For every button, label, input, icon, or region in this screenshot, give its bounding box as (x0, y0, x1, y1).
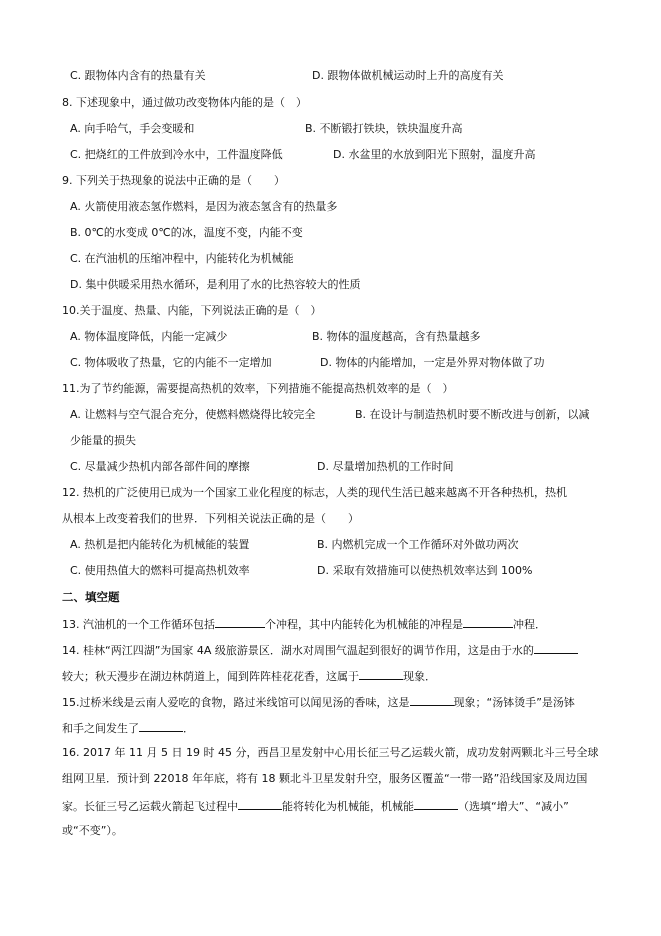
q13-blank-2[interactable] (463, 616, 513, 628)
q10-option-b: B. 物体的温度越高，含有热量越多 (312, 330, 481, 343)
q13-text-3: 冲程． (513, 618, 546, 631)
q10-option-d: D. 物体的内能增加，一定是外界对物体做了功 (320, 356, 545, 369)
q7-option-c: C. 跟物体内含有的热量有关 (70, 69, 206, 82)
q13-text-2: 个冲程，其中内能转化为机械能的冲程是 (265, 618, 463, 631)
q14-blank-2[interactable] (359, 668, 403, 680)
q12-stem-line1: 12. 热机的广泛使用已成为一个国家工业化程度的标志，人类的现代生活已越来越离不开各种热机，热机 (62, 486, 567, 499)
q16-text-1: 家。长征三号乙运载火箭起飞过程中 (62, 800, 238, 813)
q12-option-a: A. 热机是把内能转化为机械能的装置 (70, 538, 250, 551)
q16-text-3: （选填“增大”、“减小” (458, 800, 569, 813)
q9-option-d: D. 集中供暖采用热水循环，是利用了水的比热容较大的性质 (70, 278, 361, 291)
q12-stem-line2: 从根本上改变着我们的世界．下列相关说法正确的是（ ） (62, 512, 359, 525)
q14-blank-1[interactable] (534, 642, 578, 654)
q15-text-2: 现象；“汤钵烫手”是汤钵 (453, 696, 575, 709)
q16-blank-1[interactable] (238, 798, 282, 810)
q10-option-a: A. 物体温度降低，内能一定减少 (70, 330, 228, 343)
q13-blank-1[interactable] (215, 616, 265, 628)
q9-option-c: C. 在汽油机的压缩冲程中，内能转化为机械能 (70, 252, 294, 265)
q14-line1 (62, 642, 578, 658)
q15-text-4: ． (183, 722, 194, 735)
q11-option-b: B. 在设计与制造热机时要不断改进与创新，以减 (355, 408, 590, 421)
q16-blank-2[interactable] (414, 798, 458, 810)
q8-option-c: C. 把烧红的工件放到冷水中，工件温度降低 (70, 148, 283, 161)
q16-line4: 或“不变”）。 (62, 824, 123, 837)
q15-line1 (62, 694, 575, 710)
q13-line (62, 616, 546, 632)
q11-option-b-continued: 少能量的损失 (70, 434, 136, 447)
q9-stem: 9. 下列关于热现象的说法中正确的是（ ） (62, 174, 285, 187)
q10-stem: 10.关于温度、热量、内能，下列说法正确的是（ ） (62, 304, 322, 317)
q16-line2: 组网卫星．预计到 22018 年年底，将有 18 颗北斗卫星发射升空，服务区覆盖“一带一路”沿线国家及周边国 (62, 772, 588, 785)
q16-line1: 16. 2017 年 11 月 5 日 19 时 45 分，西昌卫星发射中心用长征三号乙运载火箭，成功发射两颗北斗三号全球 (62, 746, 599, 759)
q15-text-3: 和手之间发生了 (62, 722, 139, 735)
q11-stem: 11.为了节约能源，需要提高热机的效率，下列措施不能提高热机效率的是（ ） (62, 382, 454, 395)
q16-text-2: 能将转化为机械能，机械能 (282, 800, 414, 813)
q9-option-a: A. 火箭使用液态氢作燃料，是因为液态氢含有的热量多 (70, 200, 338, 213)
q8-option-b: B. 不断锻打铁块，铁块温度升高 (305, 122, 463, 135)
q13-text-1: 13. 汽油机的一个工作循环包括 (62, 618, 215, 631)
q15-blank-1[interactable] (410, 694, 454, 706)
q8-option-a: A. 向手哈气，手会变暖和 (70, 122, 195, 135)
section-title-fill-in: 二、填空题 (62, 590, 120, 604)
q12-option-d: D. 采取有效措施可以使热机效率达到 100% (317, 564, 533, 577)
q7-option-d: D. 跟物体做机械运动时上升的高度有关 (312, 69, 504, 82)
q8-option-d: D. 水盆里的水放到阳光下照射，温度升高 (333, 148, 536, 161)
q14-line2 (62, 668, 436, 684)
q12-option-b: B. 内燃机完成一个工作循环对外做功两次 (317, 538, 519, 551)
q11-option-c: C. 尽量减少热机内部各部件间的摩擦 (70, 460, 250, 473)
q15-line2 (62, 720, 194, 736)
q11-option-a: A. 让燃料与空气混合充分，使燃料燃烧得比较完全 (70, 408, 316, 421)
q14-text-3: 现象． (403, 670, 436, 683)
q15-text-1: 15.过桥米线是云南人爱吃的食物，路过米线馆可以闻见汤的香味，这是 (62, 696, 410, 709)
q8-stem: 8. 下述现象中，通过做功改变物体内能的是（ ） (62, 96, 307, 109)
q15-blank-2[interactable] (139, 720, 183, 732)
q14-text-1: 14. 桂林“两江四湖”为国家 4A 级旅游景区．湖水对周围气温起到很好的调节作用，这是由于水的 (62, 644, 534, 657)
q10-option-c: C. 物体吸收了热量，它的内能不一定增加 (70, 356, 272, 369)
q12-option-c: C. 使用热值大的燃料可提高热机效率 (70, 564, 250, 577)
q9-option-b: B. 0℃的水变成 0℃的冰，温度不变，内能不变 (70, 226, 303, 239)
q11-option-d: D. 尽量增加热机的工作时间 (317, 460, 454, 473)
q14-text-2: 较大；秋天漫步在湖边林荫道上，闻到阵阵桂花花香，这属于 (62, 670, 359, 683)
q16-line3 (62, 798, 569, 814)
